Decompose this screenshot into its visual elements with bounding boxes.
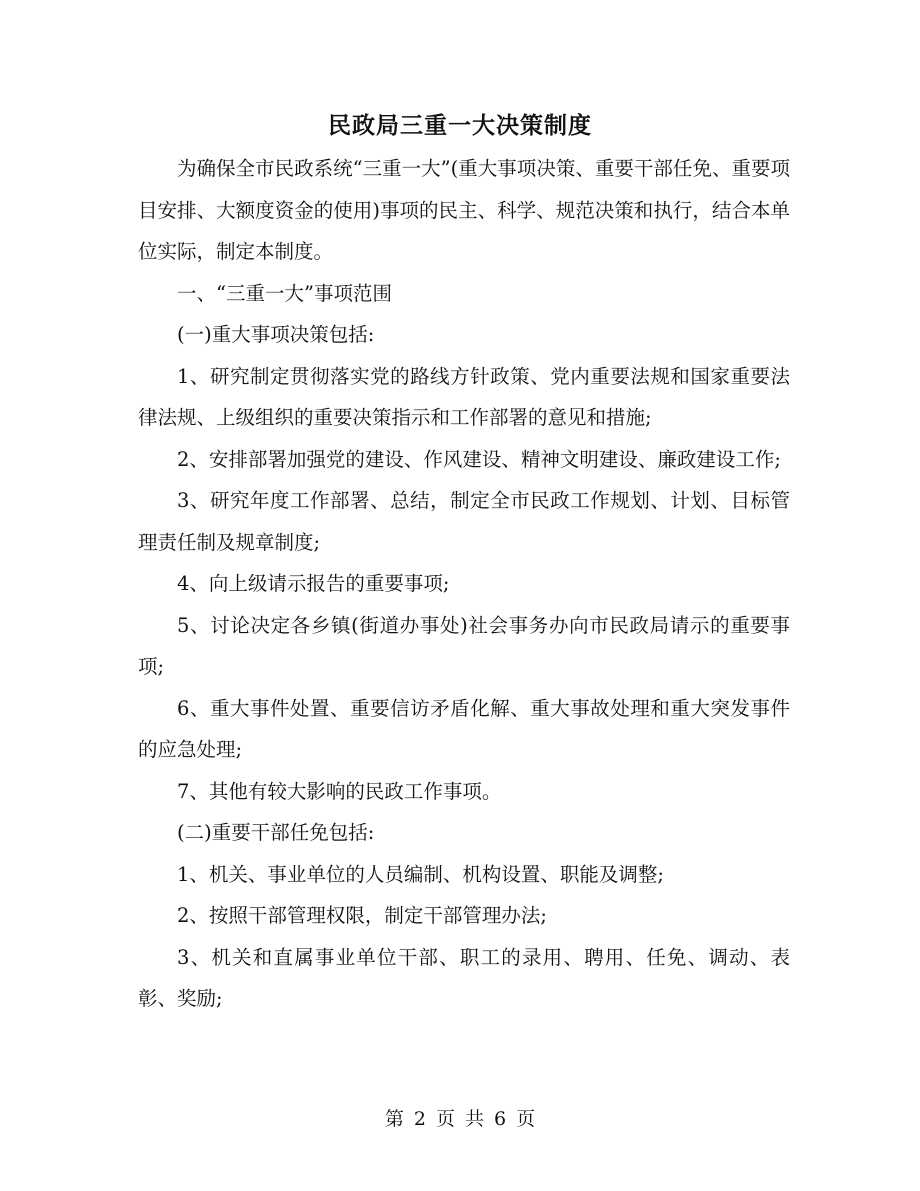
intro-paragraph: 为确保全市民政系统“三重一大”(重大事项决策、重要干部任免、重要项目安排、大额度资金的使用)事项的民主、科学、规范决策和执行，结合本单位实际，制定本制度。 [138, 157, 790, 263]
subsection-heading-cadre-appointments: (二)重要干部任免包括: [177, 821, 375, 844]
list-item: 7、其他有较大影响的民政工作事项。 [177, 779, 502, 803]
list-item: 1、机关、事业单位的人员编制、机构设置、职能及调整; [177, 862, 664, 886]
list-item: 3、研究年度工作部署、总结，制定全市民政工作规划、计划、目标管理责任制及规章制度; [138, 489, 790, 554]
list-item: 5、讨论决定各乡镇(街道办事处)社会事务办向市民政局请示的重要事项; [138, 613, 790, 678]
list-item: 3、机关和直属事业单位干部、职工的录用、聘用、任免、调动、表彰、奖励; [138, 945, 790, 1010]
list-item: 2、安排部署加强党的建设、作风建设、精神文明建设、廉政建设工作; [177, 447, 781, 471]
document-body [138, 148, 790, 1020]
list-item: 6、重大事件处置、重要信访矛盾化解、重大事故处理和重大突发事件的应急处理; [138, 696, 790, 761]
list-item: 2、按照干部管理权限，制定干部管理办法; [177, 904, 547, 927]
document-title: 民政局三重一大决策制度 [328, 112, 592, 139]
list-item: 1、研究制定贯彻落实党的路线方针政策、党内重要法规和国家重要法律法规、上级组织的重要决策指示和工作部署的意见和措施; [138, 364, 790, 429]
list-item: 4、向上级请示报告的重要事项; [177, 572, 450, 595]
section-heading-scope: 一、“三重一大”事项范围 [177, 281, 392, 305]
page-number-footer: 第 2 页 共 6 页 [384, 1108, 536, 1130]
subsection-heading-major-decisions: (一)重大事项决策包括: [177, 323, 375, 346]
